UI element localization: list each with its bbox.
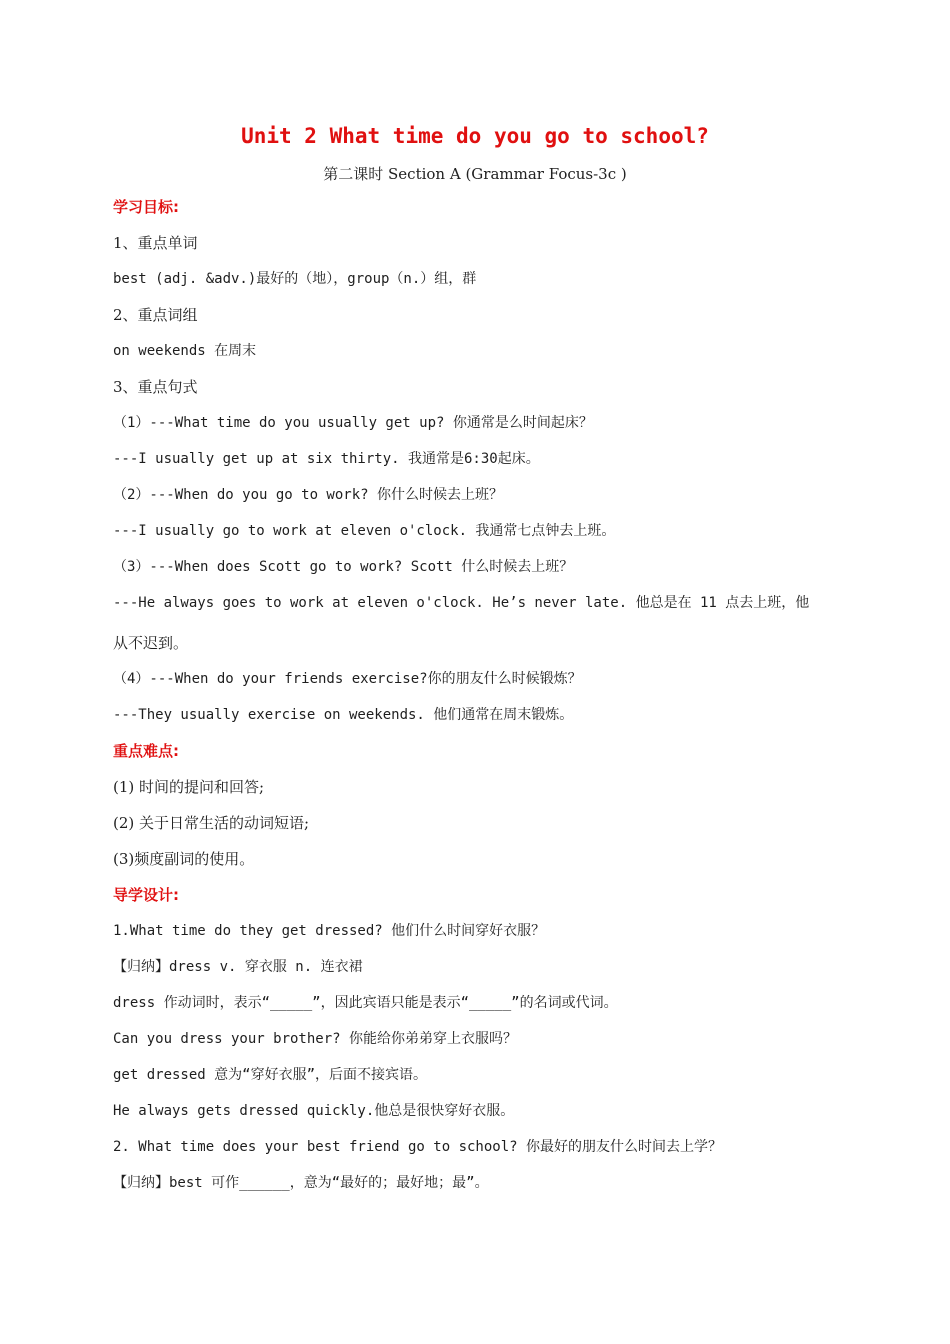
key-point-item: (3)频度副词的使用。	[113, 850, 255, 868]
document-subtitle: 第二课时 Section A (Grammar Focus-3c )	[323, 165, 627, 183]
guide-heading: 导学设计:	[113, 886, 179, 904]
sentence-line: （4）---When do your friends exercise?你的朋友什么时候锻炼？	[113, 671, 582, 687]
document-title: Unit 2 What time do you go to school?	[241, 124, 709, 148]
guide-line: get dressed 意为“穿好衣服”，后面不接宾语。	[113, 1067, 428, 1083]
goal-item2-text: on weekends 在周末	[113, 343, 257, 359]
goals-heading: 学习目标:	[113, 198, 179, 216]
sentence-line: （1）---What time do you usually get up? 你通常是么时间起床？	[113, 415, 593, 431]
sentence-line: ---They usually exercise on weekends. 他们通常在周末锻炼。	[113, 707, 574, 723]
sentence-line: ---I usually go to work at eleven o'clock. 我通常七点钟去上班。	[113, 523, 616, 539]
guide-line: 【归纳】best 可作______，意为“最好的；最好地；最”。	[113, 1175, 489, 1191]
guide-line: He always gets dressed quickly.他总是很快穿好衣服。	[113, 1103, 515, 1119]
sentence-line: 从不迟到。	[113, 634, 189, 652]
goal-item3-label: 3、重点句式	[113, 378, 198, 396]
key-point-item: (2) 关于日常生活的动词短语;	[113, 814, 310, 832]
guide-line: 1.What time do they get dressed? 他们什么时间穿好衣服？	[113, 923, 546, 939]
sentence-line: ---He always goes to work at eleven o'clock. He’s never late. 他总是在 11 点去上班，他	[113, 595, 810, 611]
guide-line: 【归纳】dress v. 穿衣服 n. 连衣裙	[113, 959, 363, 975]
sentence-line: ---I usually get up at six thirty. 我通常是6:30起床。	[113, 451, 540, 467]
goal-item1-text: best (adj. &adv.)最好的（地），group（n.）组，群	[113, 271, 477, 287]
sentence-line: （3）---When does Scott go to work? Scott 什么时候去上班？	[113, 559, 574, 575]
guide-line: dress 作动词时，表示“_____”，因此宾语只能是表示“_____”的名词或代词。	[113, 995, 618, 1011]
guide-line: Can you dress your brother? 你能给你弟弟穿上衣服吗？	[113, 1031, 518, 1047]
goal-item1-label: 1、重点单词	[113, 234, 198, 252]
goal-item2-label: 2、重点词组	[113, 306, 198, 324]
sentence-line: （2）---When do you go to work? 你什么时候去上班？	[113, 487, 504, 503]
guide-line: 2. What time does your best friend go to school? 你最好的朋友什么时间去上学？	[113, 1139, 723, 1155]
key-point-item: (1) 时间的提问和回答;	[113, 778, 265, 796]
key-points-heading: 重点难点:	[113, 742, 179, 760]
